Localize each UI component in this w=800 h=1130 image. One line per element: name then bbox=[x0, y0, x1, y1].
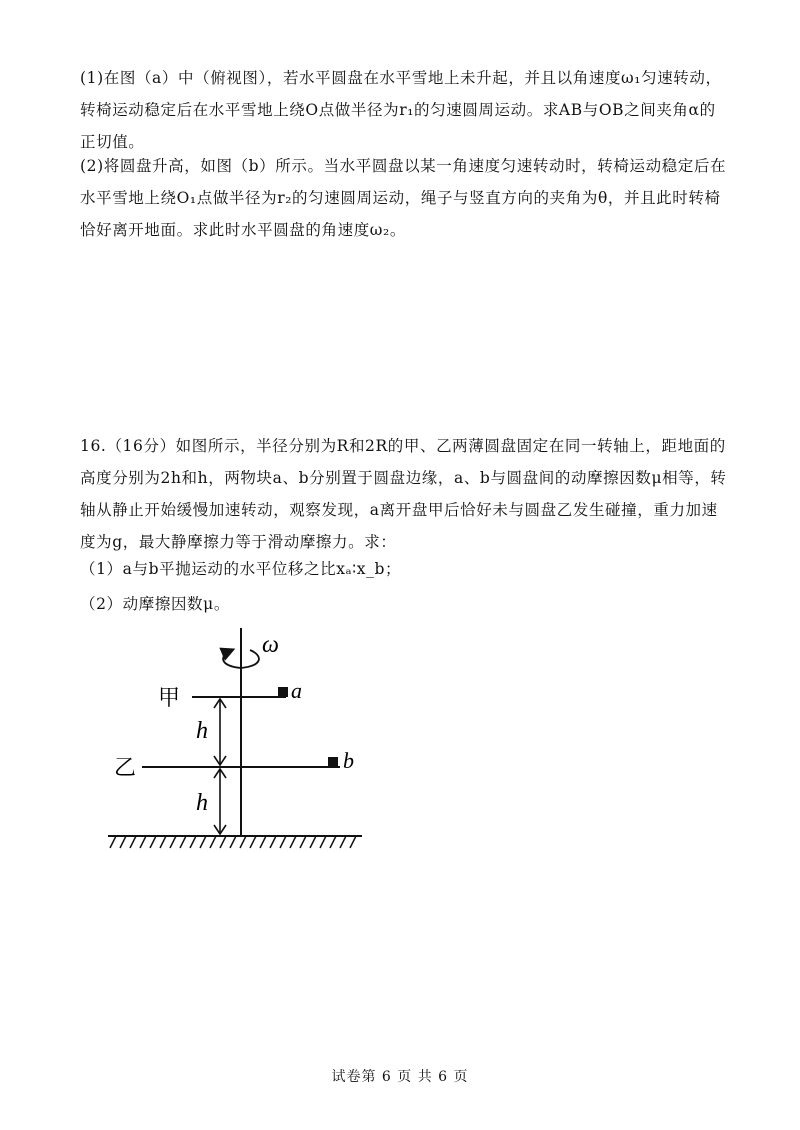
height-label-upper: h bbox=[196, 718, 208, 744]
block-a bbox=[278, 687, 288, 697]
q16-sub2: （2）动摩擦因数μ。 bbox=[80, 595, 230, 613]
omega-label: ω bbox=[262, 632, 279, 658]
ground-hatching bbox=[110, 836, 356, 848]
page-footer: 试卷第 6 页 共 6 页 bbox=[331, 1069, 469, 1085]
q16-stem: 16.（16分）如图所示，半径分别为R和2R的甲、乙两薄圆盘固定在同一转轴上，距地面的高度分别为2h和h，两物块a、b分别置于圆盘边缘，a、b与圆盘间的动摩擦因数μ相等，转轴从静止开始缓慢加速转动，观察发现，a离开盘甲后恰好未与圆盘乙发生碰撞，重力加速度为g，最大静摩擦力等于滑动摩擦力。求： bbox=[80, 437, 727, 551]
block-a-label: a bbox=[291, 678, 302, 703]
block-b-label: b bbox=[343, 748, 354, 773]
rotating-disks-figure bbox=[100, 620, 380, 860]
q15-part1: (1)在图（a）中（俯视图），若水平圆盘在水平雪地上未升起，并且以角速度ω₁匀速转动，转椅运动稳定后在水平雪地上绕O点做半径为r₁的匀速圆周运动。求AB与OB之间夹角α的正切值。 bbox=[80, 69, 722, 151]
q15-part2: (2)将圆盘升高，如图（b）所示。当水平圆盘以某一角速度匀速转动时，转椅运动稳定后在水平雪地上绕O₁点做半径为r₂的匀速圆周运动，绳子与竖直方向的夹角为θ，并且此时转椅恰好离开地面。求此时水平圆盘的角速度ω₂。 bbox=[80, 157, 727, 239]
q16-sub1: （1）a与b平抛运动的水平位移之比xₐ∶x_b； bbox=[80, 560, 402, 578]
disk-top-label: 甲 bbox=[158, 685, 181, 710]
height-label-lower: h bbox=[196, 790, 208, 816]
block-b bbox=[328, 757, 338, 767]
disk-bottom-label: 乙 bbox=[114, 755, 137, 780]
